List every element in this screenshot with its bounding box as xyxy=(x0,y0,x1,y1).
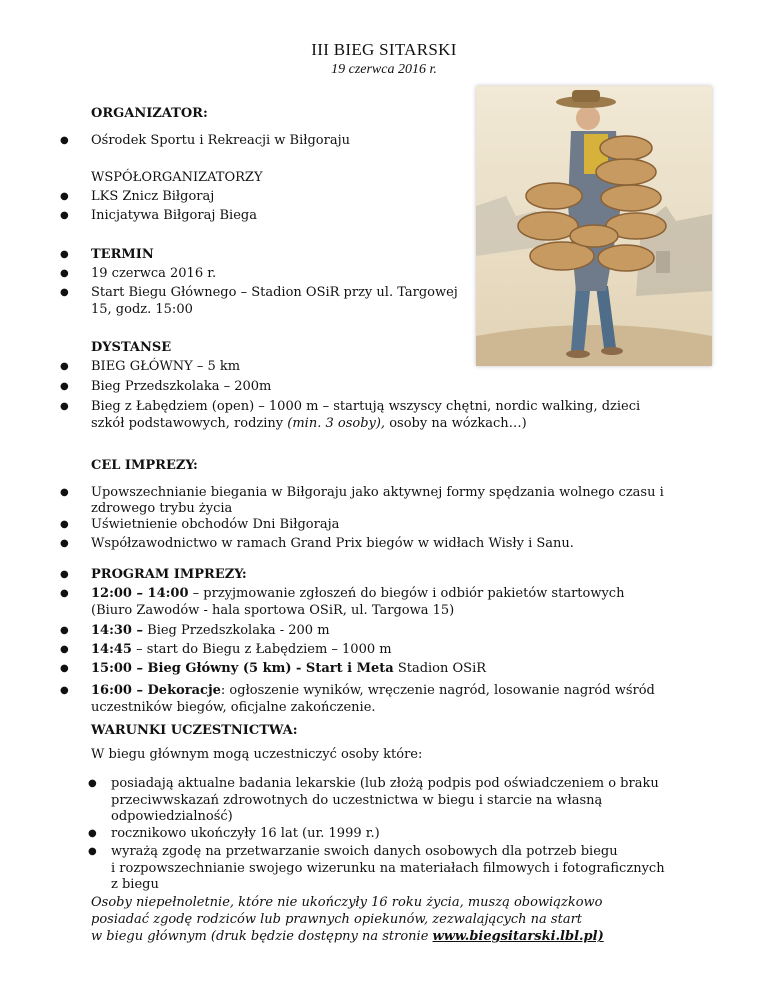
list-item-continuation: odpowiedzialność) xyxy=(111,809,233,824)
program-item xyxy=(91,641,392,658)
note-text: w biegu głównym (druk będzie dostępny na stronie xyxy=(91,929,433,944)
bullet: ● xyxy=(60,625,69,636)
bullet: ● xyxy=(60,519,69,530)
list-item: Start Biegu Głównego – Stadion OSiR przy ul. Targowej xyxy=(91,285,458,300)
program-time: 15:00 – Bieg Główny (5 km) - Start i Meta xyxy=(91,661,394,676)
document-title: III BIEG SITARSKI xyxy=(311,40,457,59)
bullet: ● xyxy=(60,249,69,260)
bullet: ● xyxy=(60,361,69,372)
section-heading-program: PROGRAM IMPREZY: xyxy=(91,567,247,582)
section-heading-dystanse: DYSTANSE xyxy=(91,340,172,355)
bullet: ● xyxy=(60,663,69,674)
section-heading-termin: TERMIN xyxy=(91,247,154,262)
program-item xyxy=(91,622,330,639)
section-heading-warunki: WARUNKI UCZESTNICTWA: xyxy=(91,723,298,738)
website-link[interactable]: www.biegsitarski.lbl.pl) xyxy=(432,929,604,944)
program-item-continuation: (Biuro Zawodów - hala sportowa OSiR, ul. Targowa 15) xyxy=(91,603,455,618)
list-item-continuation: zdrowego trybu życia xyxy=(91,501,233,516)
note-line: posiadać zgodę rodziców lub prawnych opiekunów, zezwalających na start xyxy=(91,912,583,927)
bullet: ● xyxy=(60,538,69,549)
bullet: ● xyxy=(60,381,69,392)
list-item-continuation: z biegu xyxy=(111,877,159,892)
list-item-continuation xyxy=(91,415,527,432)
bullet: ● xyxy=(60,487,69,498)
program-text: Bieg Przedszkolaka - 200 m xyxy=(143,623,330,638)
section-heading-organizator: ORGANIZATOR: xyxy=(91,106,208,121)
bullet: ● xyxy=(60,135,69,146)
list-item: LKS Znicz Biłgoraj xyxy=(91,189,215,204)
program-item xyxy=(91,585,624,602)
section-heading-cel: CEL IMPREZY: xyxy=(91,458,198,473)
event-date: 19 czerwca 2016 r. xyxy=(331,62,437,77)
list-item: Bieg Przedszkolaka – 200m xyxy=(91,379,272,394)
program-text: Stadion OSiR xyxy=(393,661,487,676)
bullet: ● xyxy=(88,846,97,857)
note-line: Osoby niepełnoletnie, które nie ukończyły 16 roku życia, muszą obowiązkowo xyxy=(91,895,603,910)
bullet: ● xyxy=(60,210,69,221)
list-item-continuation: przeciwwskazań zdrowotnych do uczestnictwa w biegu i starcie na własną xyxy=(111,793,603,808)
list-item: BIEG GŁÓWNY – 5 km xyxy=(91,359,241,374)
bullet: ● xyxy=(60,287,69,298)
note-line xyxy=(91,928,604,945)
list-item-continuation: 15, godz. 15:00 xyxy=(91,302,193,317)
bullet: ● xyxy=(60,268,69,279)
program-item xyxy=(91,660,486,677)
list-item: Uświetnienie obchodów Dni Biłgoraja xyxy=(91,517,340,532)
text: szkół podstawowych, rodziny xyxy=(91,416,288,431)
program-text: – start do Biegu z Łabędziem – 1000 m xyxy=(131,642,392,657)
bullet: ● xyxy=(60,401,69,412)
program-time: 16:00 – Dekoracje xyxy=(91,683,221,698)
list-item: Bieg z Łabędziem (open) – 1000 m – startują wszyscy chętni, nordic walking, dzieci xyxy=(91,399,641,414)
program-time: 14:30 – xyxy=(91,623,144,638)
bullet: ● xyxy=(60,569,69,580)
program-text: : ogłoszenie wyników, wręczenie nagród, losowanie nagród wśród xyxy=(220,683,655,698)
program-item-continuation: uczestników biegów, oficjalne zakończenie. xyxy=(91,700,376,715)
warunki-intro: W biegu głównym mogą uczestniczyć osoby które: xyxy=(91,747,423,762)
list-item: Inicjatywa Biłgoraj Biega xyxy=(91,208,257,223)
text: osoby na wózkach…) xyxy=(385,416,527,431)
bullet: ● xyxy=(60,191,69,202)
program-text: – przyjmowanie zgłoszeń do biegów i odbiór pakietów startowych xyxy=(188,586,625,601)
bullet: ● xyxy=(60,644,69,655)
bullet: ● xyxy=(60,588,69,599)
list-item: Upowszechnianie biegania w Biłgoraju jako aktywnej formy spędzania wolnego czasu i xyxy=(91,485,664,500)
list-item-continuation: i rozpowszechnianie swojego wizerunku na materiałach filmowych i fotograficznych xyxy=(111,861,665,876)
program-item xyxy=(91,682,655,699)
list-item: posiadają aktualne badania lekarskie (lub złożą podpis pod oświadczeniem o braku xyxy=(111,776,659,791)
bullet: ● xyxy=(60,685,69,696)
list-item: Współzawodnictwo w ramach Grand Prix biegów w widłach Wisły i Sanu. xyxy=(91,536,574,551)
bullet: ● xyxy=(88,778,97,789)
bullet: ● xyxy=(88,828,97,839)
list-item: Ośrodek Sportu i Rekreacji w Biłgoraju xyxy=(91,133,351,148)
list-item: wyrażą zgodę na przetwarzanie swoich danych osobowych dla potrzeb biegu xyxy=(111,844,618,859)
list-item: rocznikowo ukończyły 16 lat (ur. 1999 r.) xyxy=(111,826,380,841)
text-italic: (min. 3 osoby), xyxy=(287,416,386,431)
illustration-sieve-seller xyxy=(476,86,712,366)
program-time: 12:00 – 14:00 xyxy=(91,586,189,601)
list-item: 19 czerwca 2016 r. xyxy=(91,266,217,281)
section-heading-wspolorganizatorzy: WSPÓŁORGANIZATORZY xyxy=(91,170,263,185)
program-time: 14:45 xyxy=(91,642,132,657)
